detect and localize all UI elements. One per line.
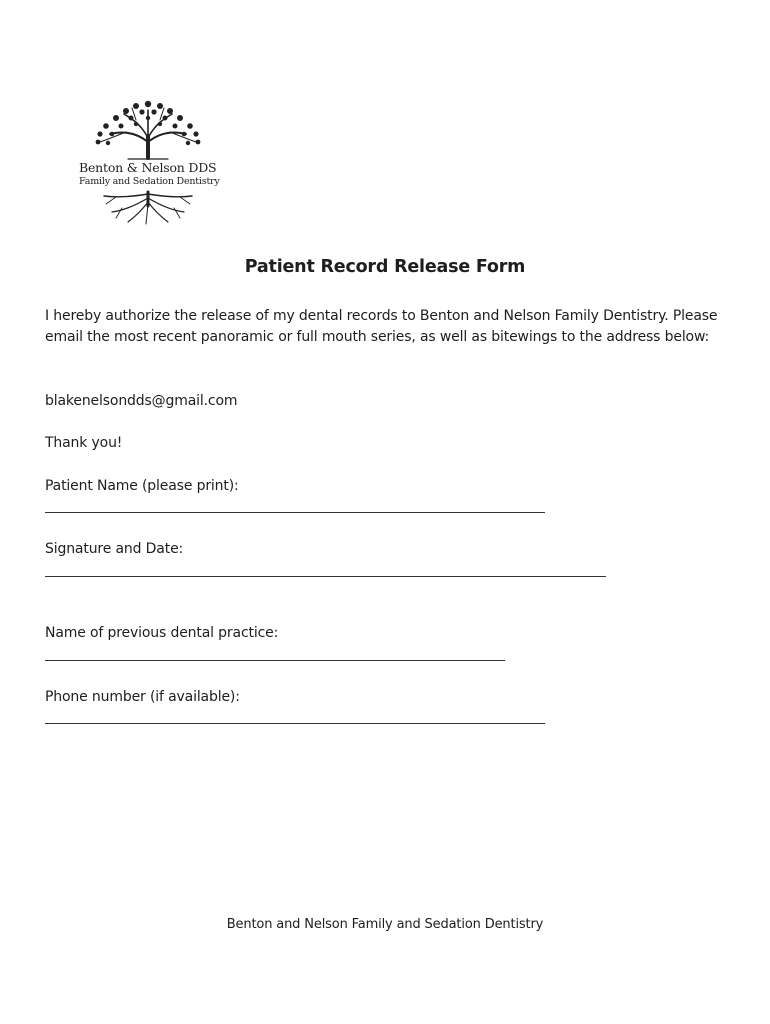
previous-practice-field[interactable]	[45, 660, 505, 661]
logo-practice-name: Benton & Nelson DDS	[79, 160, 217, 175]
patient-name-field[interactable]	[45, 512, 545, 513]
form-title: Patient Record Release Form	[244, 257, 526, 277]
signature-date-field[interactable]	[45, 576, 606, 577]
page-footer: Benton and Nelson Family and Sedation Dentistry	[226, 917, 544, 932]
thank-you-text: Thank you!	[45, 435, 123, 451]
signature-date-label: Signature and Date:	[45, 541, 184, 557]
logo-tagline: Family and Sedation Dentistry	[79, 176, 220, 187]
phone-label: Phone number (if available):	[45, 689, 240, 705]
patient-name-label: Patient Name (please print):	[45, 478, 239, 494]
practice-logo	[76, 96, 226, 226]
previous-practice-label: Name of previous dental practice:	[45, 625, 279, 641]
authorization-text: I hereby authorize the release of my dental records to Benton and Nelson Family Dentistry. Please email the most recent panoramic or full mouth series, as well as bitewings to the address below:	[45, 308, 718, 345]
email-address: blakenelsondds@gmail.com	[45, 393, 238, 409]
phone-field[interactable]	[45, 723, 545, 724]
